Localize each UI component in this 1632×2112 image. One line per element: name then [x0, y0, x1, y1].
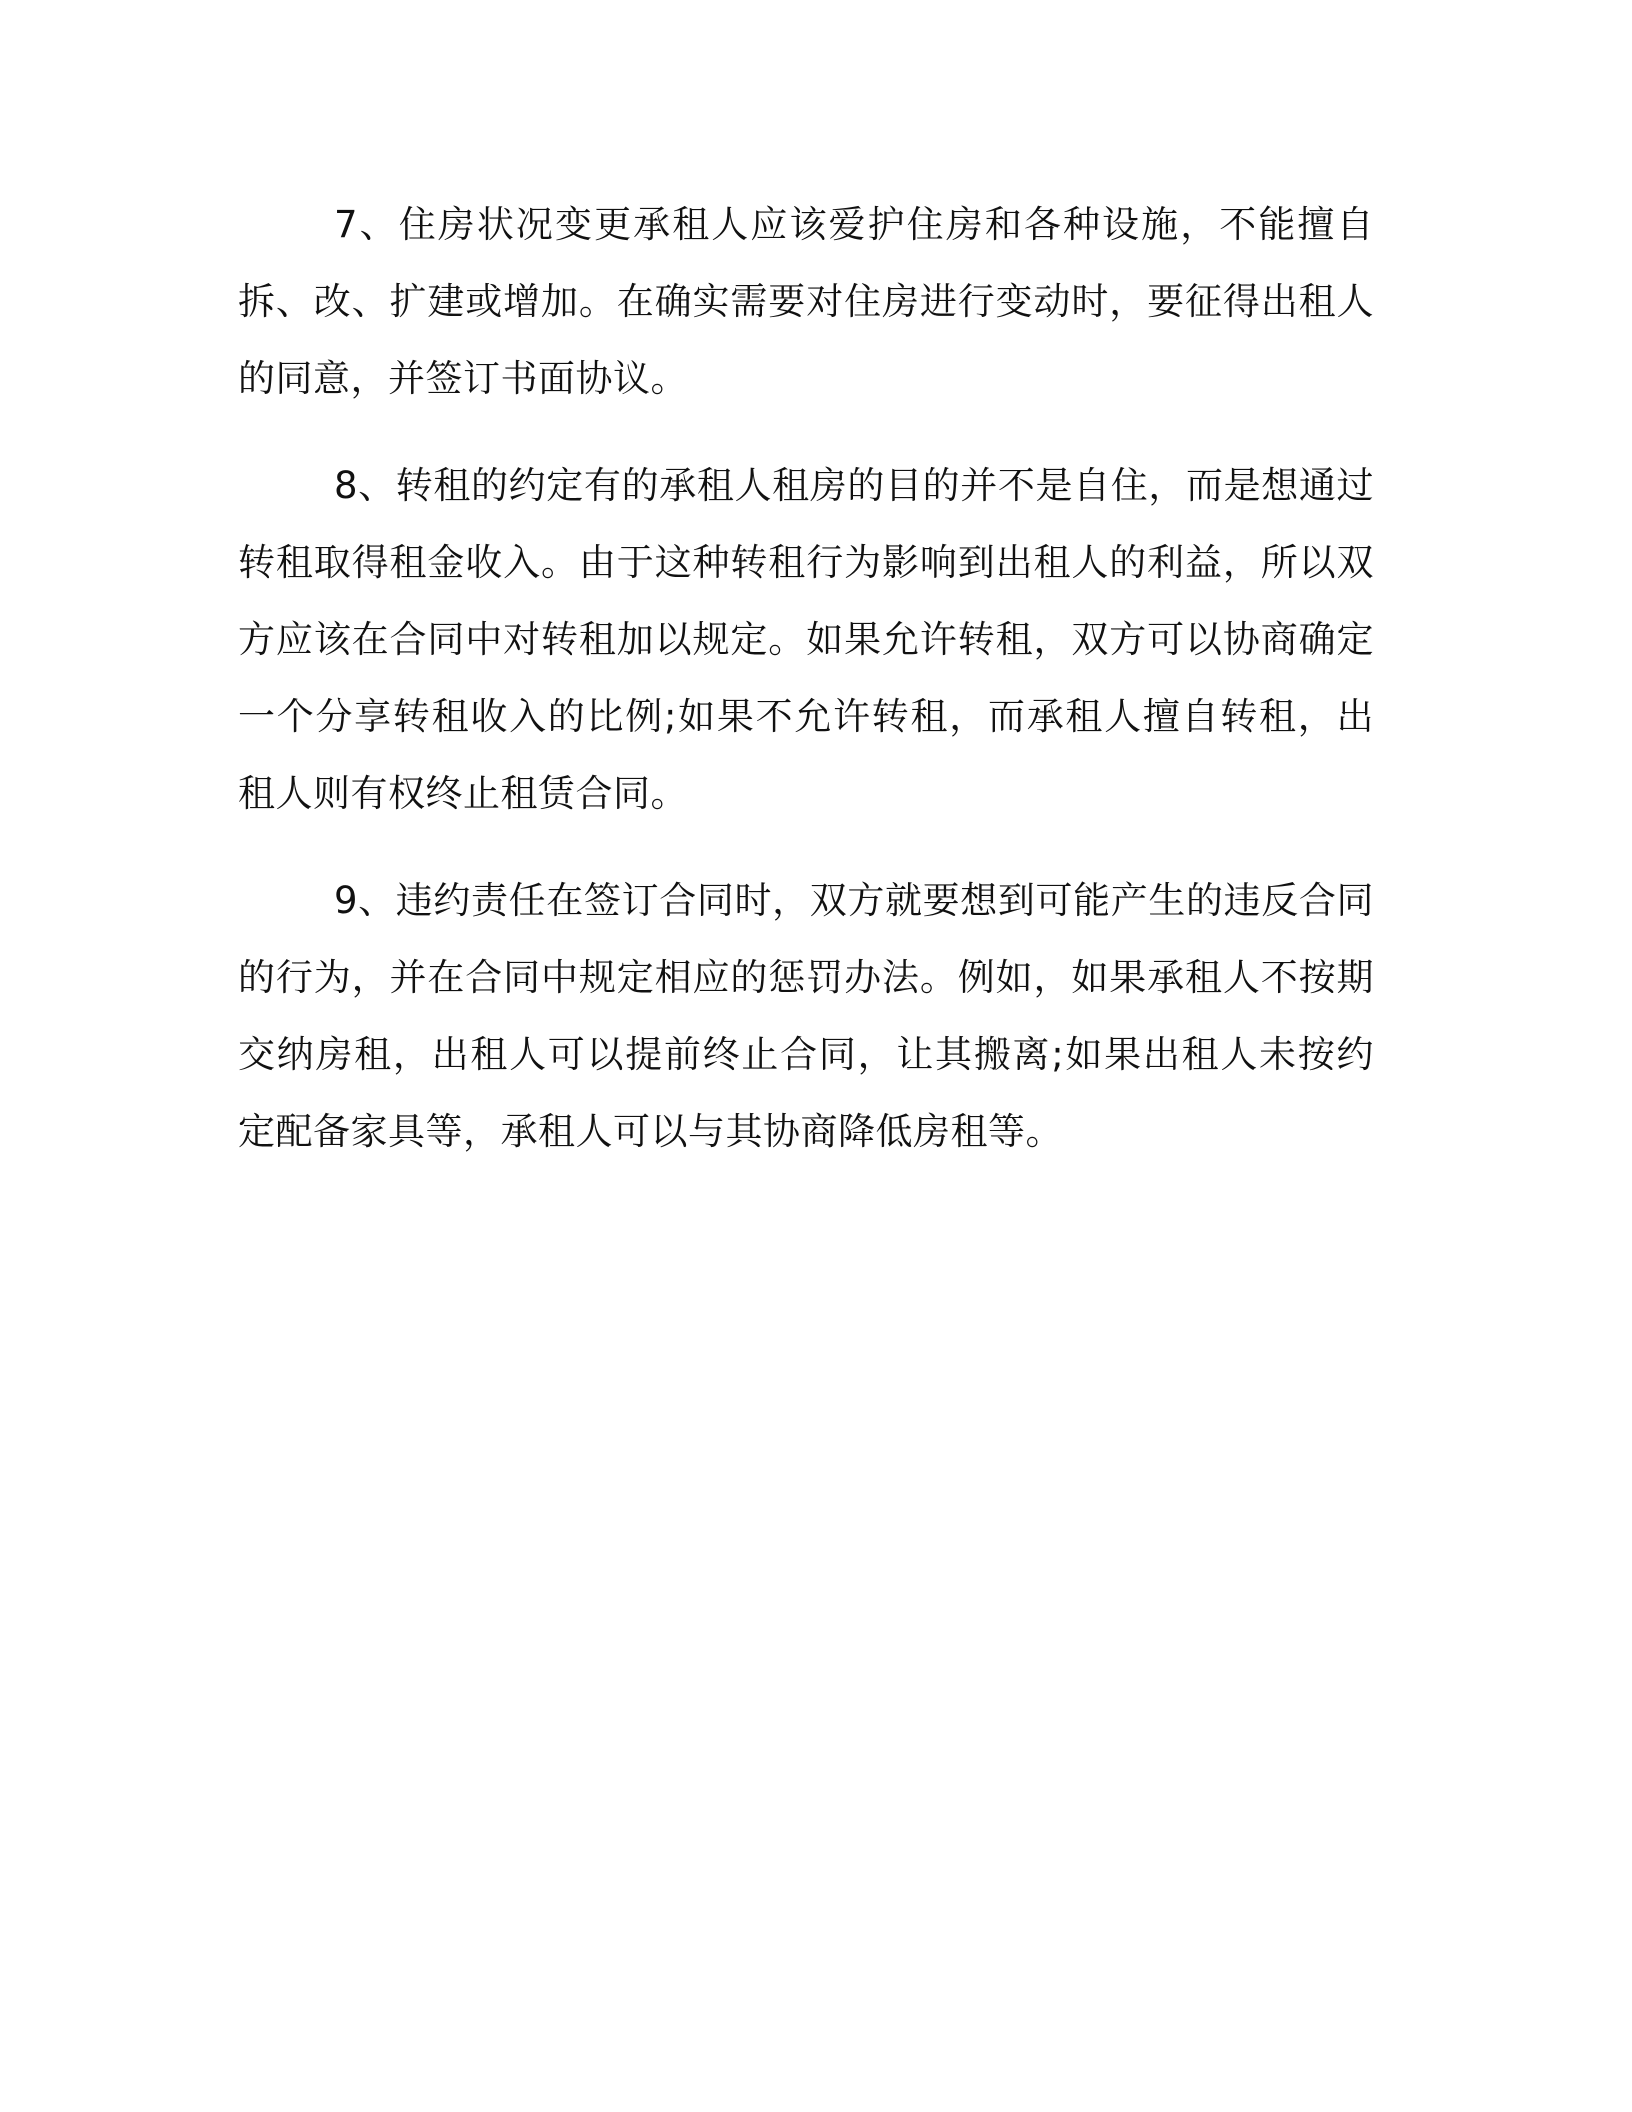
paragraph-8-sublease-agreement: 8、转租的约定有的承租人租房的目的并不是自住，而是想通过转租取得租金收入。由于这种转租行为影响到出租人的利益，所以双方应该在合同中对转租加以规定。如果允许转租，双方可以协商确定一个分享转租收入的比例;如果不允许转租，而承租人擅自转租，出租人则有权终止租赁合同。 — [238, 464, 1374, 815]
paragraph-9-liability-for-breach: 9、违约责任在签订合同时，双方就要想到可能产生的违反合同的行为，并在合同中规定相应的惩罚办法。例如，如果承租人不按期交纳房租，出租人可以提前终止合同，让其搬离;如果出租人未按约定配备家具等，承租人可以与其协商降低房租等。 — [238, 879, 1374, 1153]
paragraph-7-housing-changes: 7、住房状况变更承租人应该爱护住房和各种设施，不能擅自拆、改、扩建或增加。在确实需要对住房进行变动时，要征得出租人的同意，并签订书面协议。 — [238, 203, 1374, 400]
document-body — [238, 186, 1374, 1170]
